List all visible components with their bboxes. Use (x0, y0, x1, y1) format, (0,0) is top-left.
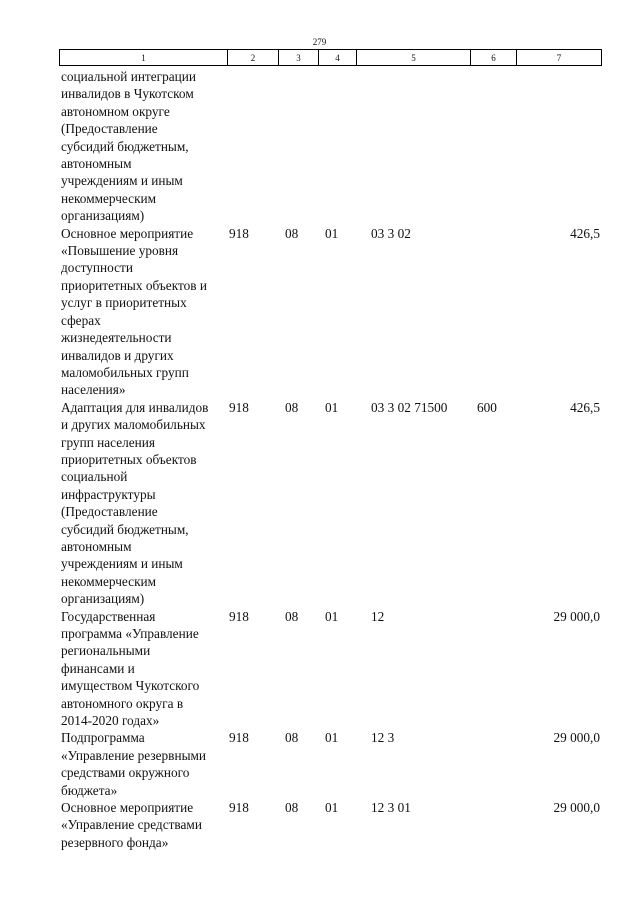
row-name-line: сферах (61, 312, 101, 328)
row-name-line: автономным (61, 156, 132, 172)
table-row (59, 608, 601, 730)
row-name-line: инвалидов и других (61, 347, 174, 363)
row-name-line: инвалидов в Чукотском (61, 86, 194, 102)
row-name-line: имуществом Чукотского (61, 678, 200, 694)
admin-code-cell (227, 68, 278, 225)
section-code-cell: 08 (285, 730, 299, 746)
row-name-line: некоммерческим (61, 573, 157, 589)
row-name-line: «Управление средствами (61, 817, 202, 833)
row-name-line: Основное мероприятие (61, 800, 194, 816)
amount-cell: 29 000,0 (553, 730, 600, 746)
row-name-line: инфраструктуры (61, 486, 156, 502)
expense-type-cell (470, 68, 516, 225)
admin-code-cell: 918 (229, 608, 249, 624)
expense-type-cell: 600 (477, 399, 497, 415)
amount-cell (516, 68, 601, 225)
row-name-line: групп населения (61, 434, 156, 450)
amount-cell: 29 000,0 (553, 800, 600, 816)
table-row (59, 729, 601, 799)
row-name-line: средствами окружного (61, 765, 190, 781)
row-name-line: Основное мероприятие (61, 225, 194, 241)
row-name-line: бюджета» (61, 782, 118, 798)
row-name-cell (59, 68, 227, 225)
table-row (59, 799, 601, 851)
row-name-cell (59, 608, 227, 730)
row-name-cell (59, 799, 227, 851)
amount-cell: 29 000,0 (553, 608, 600, 624)
row-name-line: организациям) (61, 208, 145, 224)
subsection-code-cell: 01 (325, 225, 339, 241)
subsection-code-cell: 01 (325, 399, 339, 415)
table-row (59, 399, 601, 608)
subsection-code-cell (318, 68, 356, 225)
header-col-3: 3 (279, 50, 319, 66)
table-row (59, 225, 601, 399)
expense-type-cell (470, 225, 516, 399)
target-article-cell (356, 68, 470, 225)
row-name-line: жизнедеятельности (61, 330, 172, 346)
expense-type-cell (470, 608, 516, 730)
row-name-line: некоммерческим (61, 190, 157, 206)
budget-table-body (59, 68, 601, 851)
row-name-line: субсидий бюджетным, (61, 521, 189, 537)
admin-code-cell: 918 (229, 399, 249, 415)
row-name-line: региональными (61, 643, 151, 659)
section-code-cell: 08 (285, 608, 299, 624)
row-name-line: финансами и (61, 660, 135, 676)
section-code-cell: 08 (285, 800, 299, 816)
row-name-line: приоритетных объектов (61, 451, 197, 467)
target-article-cell: 12 3 01 (371, 800, 411, 816)
row-name-line: социальной интеграции (61, 69, 197, 84)
row-name-line: программа «Управление (61, 626, 199, 641)
row-name-line: «Повышение уровня (61, 243, 179, 259)
row-name-line: Государственная (61, 608, 156, 624)
header-row (60, 50, 602, 66)
row-name-line: автономным (61, 538, 132, 554)
column-number-header (59, 49, 602, 66)
header-col-6: 6 (471, 50, 517, 66)
row-name-cell (59, 399, 227, 608)
header-col-5: 5 (357, 50, 471, 66)
target-article-cell: 12 (371, 608, 385, 624)
row-name-line: Адаптация для инвалидов (61, 399, 209, 415)
row-name-line: автономном округе (61, 103, 170, 119)
expense-type-cell (470, 799, 516, 851)
row-name-line: населения» (61, 382, 126, 398)
row-name-line: организациям) (61, 591, 145, 607)
header-col-4: 4 (319, 50, 357, 66)
admin-code-cell: 918 (229, 225, 249, 241)
row-name-line: социальной (61, 469, 128, 485)
target-article-cell: 03 3 02 (371, 225, 411, 241)
header-col-2: 2 (228, 50, 279, 66)
row-name-line: доступности (61, 260, 133, 276)
header-col-1: 1 (60, 50, 228, 66)
row-name-line: (Предоставление (61, 121, 158, 137)
amount-cell: 426,5 (570, 399, 600, 415)
target-article-cell: 12 3 (371, 730, 395, 746)
row-name-line: учреждениям и иным (61, 556, 183, 572)
admin-code-cell: 918 (229, 800, 249, 816)
header-col-7: 7 (517, 50, 602, 66)
row-name-cell (59, 729, 227, 799)
row-name-line: (Предоставление (61, 504, 158, 520)
row-name-line: автономного округа в (61, 695, 184, 711)
row-name-line: маломобильных групп (61, 364, 189, 380)
target-article-cell: 03 3 02 71500 (371, 399, 448, 415)
subsection-code-cell: 01 (325, 608, 339, 624)
row-name-line: 2014-2020 годах» (61, 713, 160, 729)
row-name-line: субсидий бюджетным, (61, 138, 189, 154)
budget-table (59, 68, 601, 851)
expense-type-cell (470, 729, 516, 799)
row-name-cell (59, 225, 227, 399)
section-code-cell: 08 (285, 399, 299, 415)
amount-cell: 426,5 (570, 225, 600, 241)
row-name-line: услуг в приоритетных (61, 295, 187, 311)
subsection-code-cell: 01 (325, 800, 339, 816)
admin-code-cell: 918 (229, 730, 249, 746)
page-number: 279 (312, 37, 327, 47)
row-name-line: и других маломобильных (61, 417, 206, 433)
row-name-line: приоритетных объектов и (61, 277, 207, 293)
row-name-line: «Управление резервными (61, 747, 207, 763)
row-name-line: учреждениям и иным (61, 173, 183, 189)
table-row (59, 68, 601, 225)
section-code-cell: 08 (285, 225, 299, 241)
row-name-line: Подпрограмма (61, 730, 145, 746)
row-name-line: резервного фонда» (61, 834, 169, 850)
section-code-cell (278, 68, 318, 225)
subsection-code-cell: 01 (325, 730, 339, 746)
